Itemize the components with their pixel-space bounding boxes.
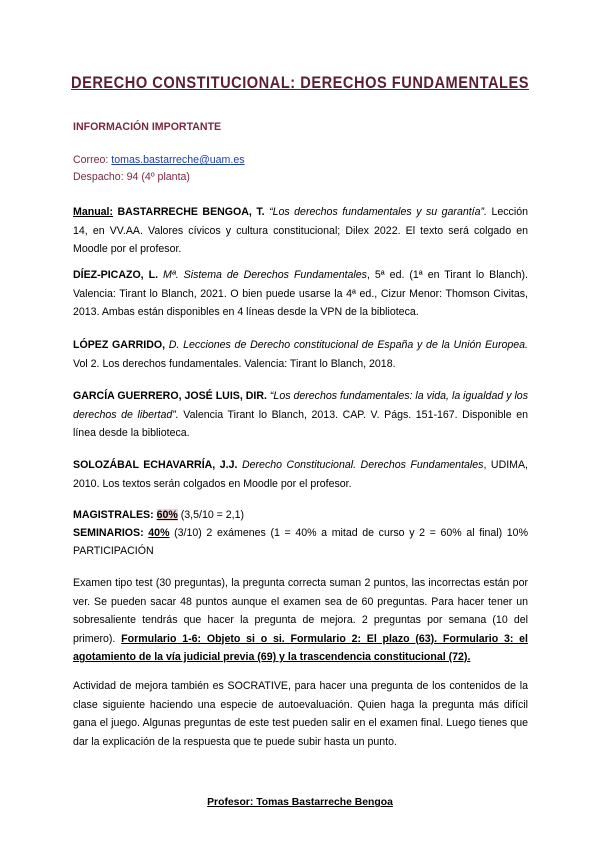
reference-details: , 5ª ed. (1ª en Tirant lo Blanch). Valencia: Tirant lo Blanch, 2021. O bien puede usarse la 4ª ed., Cizur Menor: Thomson Civitas, 2013. Ambas están disponibles en 4 líneas desde la VPN de la biblioteca. bbox=[73, 269, 528, 318]
seminarios-percent: 40% bbox=[148, 527, 170, 539]
exam-formularios: Formulario 1-6: Objeto si o si. Formulario 2: El plazo (63). Formulario 3: el agotamiento de la vía judicial previa (69) y la trascendencia constitucional (72). bbox=[73, 632, 528, 663]
reference-item bbox=[73, 387, 528, 443]
grading-magistrales bbox=[73, 506, 528, 524]
manual-author: BASTARRECHE BENGOA, T. bbox=[113, 206, 265, 218]
reference-author: SOLOZÁBAL ECHAVARRÍA, J.J. bbox=[73, 459, 238, 471]
manual-reference bbox=[73, 203, 528, 259]
reference-item bbox=[73, 266, 528, 322]
office-line: Despacho: 94 (4º planta) bbox=[73, 171, 190, 183]
email-label: Correo: bbox=[73, 154, 112, 166]
grading-seminarios bbox=[73, 524, 528, 560]
reference-item bbox=[73, 336, 528, 373]
contact-info bbox=[73, 152, 245, 186]
activity-info: Actividad de mejora también es SOCRATIVE, para hacer una pregunta de los contenidos de la clase siguiente haciendo una especie de autoevaluación. Quien haga la pregunta más difícil gana el juego. Algunas preguntas de este test pueden salir en el examen final. Luego tienes que dar la explicación de la respuesta que te puede subir hasta un punto. bbox=[73, 680, 528, 748]
reference-author: LÓPEZ GARRIDO, bbox=[73, 339, 166, 351]
reference-title: “Los derechos fundamentales: la vida, la igualdad y los derechos de libertad”. bbox=[73, 390, 528, 421]
exam-info bbox=[73, 574, 528, 667]
manual-label: Manual: bbox=[73, 206, 114, 218]
info-heading: INFORMACIÓN IMPORTANTE bbox=[73, 121, 222, 133]
reference-author: DÍEZ-PICAZO, L. bbox=[73, 269, 159, 281]
manual-title: “Los derechos fundamentales y su garantía”. bbox=[264, 206, 487, 218]
grading-section bbox=[73, 506, 528, 560]
seminarios-detail: (3/10) 2 exámenes (1 = 40% a mitad de curso y 2 = 60% al final) 10% PARTICIPACIÓN bbox=[73, 527, 528, 557]
reference-details: , UDIMA, 2010. Los textos serán colgados en Moodle por el profesor. bbox=[73, 459, 529, 490]
reference-details: Valencia Tirant lo Blanch, 2013. CAP. V. Págs. 151-167. Disponible en línea desde la biblioteca. bbox=[73, 408, 529, 439]
email-line bbox=[73, 152, 245, 169]
reference-details: Vol 2. Los derechos fundamentales. Valencia: Tirant lo Blanch, 2018. bbox=[73, 357, 396, 370]
reference-title: Derecho Constitucional. Derechos Fundamentales bbox=[237, 459, 484, 471]
magistrales-label: MAGISTRALES: bbox=[73, 509, 154, 521]
reference-title: D. Lecciones de Derecho constitucional de España y de la Unión Europea. bbox=[165, 339, 528, 351]
email-link[interactable]: tomas.bastarreche@uam.es bbox=[111, 154, 245, 166]
professor-signature: Profesor: Tomas Bastarreche Bengoa bbox=[207, 797, 393, 808]
exam-text: Examen tipo test (30 preguntas), la pregunta correcta suman 2 puntos, las incorrectas están por ver. Se pueden sacar 48 puntos aunque el examen sea de 60 preguntas. Para hacer tener un sobresaliente tendrás que hacer la pregunta de mejora. 2 preguntas por semana (10 del primero). bbox=[73, 577, 528, 645]
seminarios-label: SEMINARIOS: bbox=[73, 527, 144, 539]
magistrales-detail: (3,5/10 = 2,1) bbox=[177, 509, 245, 521]
reference-author: GARCÍA GUERRERO, JOSÉ LUIS, DIR. bbox=[73, 390, 267, 402]
document-title: DERECHO CONSTITUCIONAL: DERECHOS FUNDAMENTALES bbox=[70, 73, 530, 92]
reference-title: Mª. Sistema de Derechos Fundamentales bbox=[158, 269, 367, 281]
magistrales-percent: 60% bbox=[156, 509, 178, 521]
reference-item bbox=[73, 456, 528, 493]
manual-details: Lección 14, en VV.AA. Valores cívicos y cultura constitucional; Dilex 2022. El texto será colgado en Moodle por el profesor. bbox=[73, 206, 528, 255]
